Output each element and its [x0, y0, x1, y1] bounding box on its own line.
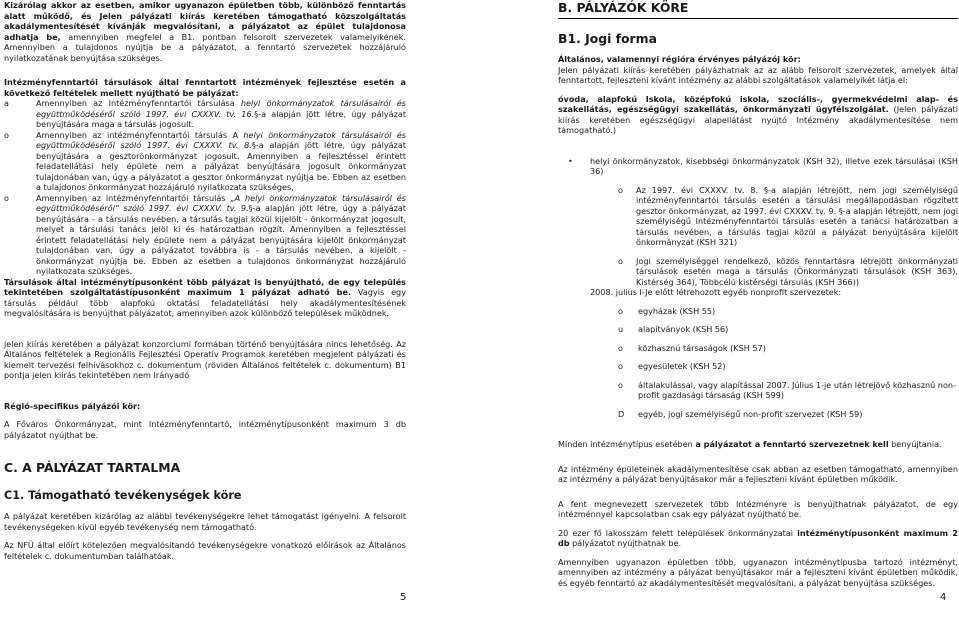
region-title: Régió-specifikus pályázói kör:: [4, 400, 141, 411]
list-item: o Amennyiben az intézményfenntartói társulás „A helyi önkormányzatok társulásairól és együttműködéséről” szóló 1997. évi CXXXV. tv. 9.§-a alapján jött létre, úgy a pályázat benyújtására - a társulás nevében, a társulás tagjai közül kijelölt - önkormányzat jogosult, melyet a társulási tanács jelöl ki és határozatban rögzít. Amennyiben a fejlesztéssel érintett feladatellátási hely épülete nem a pályázat benyújtására kijelölt önkormányzat tulajdonában van, úgy a pályázatot továbbra is - a társulás nevében, a kijelölt - önkormányzat nyújtja be. Ebben az esetben a tulajdonos önkormányzat hozzájáruló nyilatkozata szükséges.: [4, 192, 406, 276]
services-paragraph: óvoda, alapfokú Iskola, középfokú iskola, szociális-, gyermekvédelmi alap- és szakellátás, egészségügyi szakellátás, önkormányzati ügyfélszolgálat. (Jelen pályázati kiírás keretében egészségügyi alapellátást nyújtó Intézmény akadálymentesítése nem támogatható.): [558, 93, 958, 135]
multi-paragraph: A fent megnevezett szervezetek több Intézményre is benyújthatnak pályázatot, de egy intézménnyel kapcsolatban csak egy pályázat nyújtható be.: [558, 498, 958, 519]
left-column: [4, 0, 406, 561]
region-text: A Főváros Önkormányzat, mint Intézményfenntartó, intézménytípusonként maximum 3 db pályázatot nyújthat be.: [4, 419, 406, 440]
general-text: Jelen pályázati kiírás keretében pályázhatnak az az alább felsorolt szervezetek, amelyek által fenntartott, fejleszteni kívánt intézmény az alábbi szolgáltatások valamelyikét látja el:: [558, 64, 958, 85]
nonprofit-line: 2008. julius l-Je előtt létrehozott egyéb nonprofit szervezetek:: [590, 287, 842, 297]
conditions-heading: Intézményfenntartói társulások által fenntartott intézmények fejlesztése esetén a következő feltételek mellett nyújtható be pályázat:: [4, 77, 406, 98]
c1-text-2: Az NFÜ által előírt kötelezően megvalósítandó tevékenységekre vonatkozó előírások az Általános feltételek c. dokumentumban találhatóak.: [4, 540, 406, 561]
list-item: a Amennyiben az Intézményfenntartói társulása helyi önkormányzatok társulásairól és együttműködéséről szóló 1997. évi CXXXV. tv. 16.§-a alapján jött létre, úgy pályázat benyújtására maga a társulás jogosult.: [4, 98, 406, 129]
page-number-right: 4: [940, 592, 947, 603]
list-item: o Amennyiben az intézményfenntartói társulás A helyi önkormányzatok társulásairól és együttműködéséről szóló 1997. évi CXXXV. tv. 8.§-a alapján jött létre, úgy pályázat benyújtására a gesztorönkormányzat jogosult. Amennyiben a fejlesztéssel érintett feladatellátási hely épülete nem a pályázat benyújtására jogosult önkormányzat tulajdonában van, úgy a pályázatot a gesztor önkormányzat nyújtja be. Ebben az esetben a tulajdonos önkormányzat hozzájáruló nyilatkozata szükséges,: [4, 129, 407, 192]
last-paragraph: Amennyiben ugyanazon épületben több, ugyanazon intézménytípusba tartozó intézményt, amennyiben az intézmény a pályázat benyújtásakor már a fejleszteni kívánt épületben működik, és egyéb fenntartó az akadálymentesítését megvalósítani, a pályázat benyújtása szükséges.: [558, 556, 958, 588]
list-item: u alapítványok (KSH 56): [618, 324, 729, 334]
page-number-left: 5: [400, 592, 407, 603]
population-paragraph: 20 ezer fő lakosszám felett települések önkormányzatai intézménytípusonként maximum 2 db pályázatot nyújthatnak be.: [558, 527, 958, 548]
list-item: o Jogi személyiséggel rendelkező, közös fenntartásra létrejött önkormányzati társulások esetén maga a társulás (Önkormányzati társulások (KSH 363), Kistérség 364), Többcélú kistérségi társulás (KSH 366)): [618, 255, 958, 287]
right-column: [558, 0, 958, 588]
list-item: • helyi önkormányzatok, kisebbségi önkormányzatok (KSH 32), illetve ezek társulásai (KSH 36): [568, 155, 958, 176]
bullet-icon: •: [568, 155, 573, 166]
list-item: o közhasznú társaságok (KSH 57): [618, 342, 766, 353]
min-paragraph: Minden intézménytípus esetében a pályázatot a fenntartó szervezetnek kell benyújtania.: [558, 439, 942, 449]
list-item: o egyesületek (KSH 52): [618, 361, 726, 371]
section-b1-title: B1. Jogi forma: [558, 31, 657, 46]
list-item: o általakulással, vagy alapítással 2007. Július 1-je után létrejövő közhasznú non-profit gazdasági társaság (KSH 599): [618, 379, 956, 400]
intro-paragraph: Kizárólag akkor az esetben, amikor ugyanazon épületben több, különböző fenntartás alatt működő, és Jelen pályázati kiírás keretében támogatható közszolgáltatás akadálymentesítését kívánják megvalósítani, a pályázatot az épület tulajdonosa adhatja be, amennyiben megfelel a B1. pontban felsorolt szervezetek valamelyikének. Amennyiben a tulajdonos nyújtja be a pályázatot, a fenntartó szervezetek hozzájáruló nyilatkozatának benyújtása szükséges.: [4, 0, 406, 63]
section-c-title: C. A PÁLYÁZAT TARTALMA: [4, 460, 181, 475]
consortium-paragraph: jelen kiírás keretében a pályázat konzorciumi formában történő benyújtására nincs lehetőség. Az Általános feltételek a Regionális Fejlesztési Operatív Programok keretében megjelent pályázati és kiemelt tervezési felhívásokhoz c. dokumentum (röviden Általános feltételek c. dokumentum) B1 pontja jelen kiírás tekintetében nem Irányadó: [4, 338, 406, 380]
list-item: o Az 1997. évi CXXXV. tv. 8. §-a alapján létrejött, nem jogi személyiségű intézményfenntartói társulás esetén a társulási megállapodásban rögzített gesztor önkormányzat, az 1997. évi CXXXV. tv. 9. §-a alapján létrejött, nem jogi személyiségű Intézményfenntartói társulás esetén a tanácsi határozatban a társulás nevében, a társulás tagjai közül a pályázat benyújtására kijelölt önkormányzat (KSH 321): [618, 184, 958, 247]
section-c1-title: C1. Támogatható tevékenységek köre: [4, 489, 242, 502]
section-b-title: B. PÁLYÁZÓK KÖRE: [558, 0, 689, 15]
limit-paragraph: Társulások által intézménytípusonként több pályázat is benyújtható, de egy település tekintetében szolgáltatástípusonként maximum 1 pályázat adható be. Vagyis egy társulás például több alapfokú oktatási feladatellátási hely akadálymentesítésének megvalósítására is benyújthat pályázatot, amennyiben azok különböző települések működnek.: [4, 276, 406, 318]
c1-text-1: A pályázat keretében kizárólag az alábbi tevékenységekre lehet támogatást igényelni. A felsorolt tevékenységeken kívül egyéb tevékenység nem támogatható.: [4, 511, 406, 532]
divider: [558, 18, 958, 19]
building-paragraph: Az intézmény épületeinek akadálymentesítése csak abban az esetben támogatható, amennyiben az intézmény a pályázat benyújtásakor már a fejleszteni kívánt épületben működik.: [558, 463, 958, 484]
list-item: D egyéb, jogi személyiségű non-profit szervezet (KSH 59): [618, 408, 863, 419]
general-title: Általános, valamennyi régióra érvényes pályázój kör:: [558, 54, 801, 64]
list-item: o egyházak (KSH 55): [618, 305, 716, 316]
